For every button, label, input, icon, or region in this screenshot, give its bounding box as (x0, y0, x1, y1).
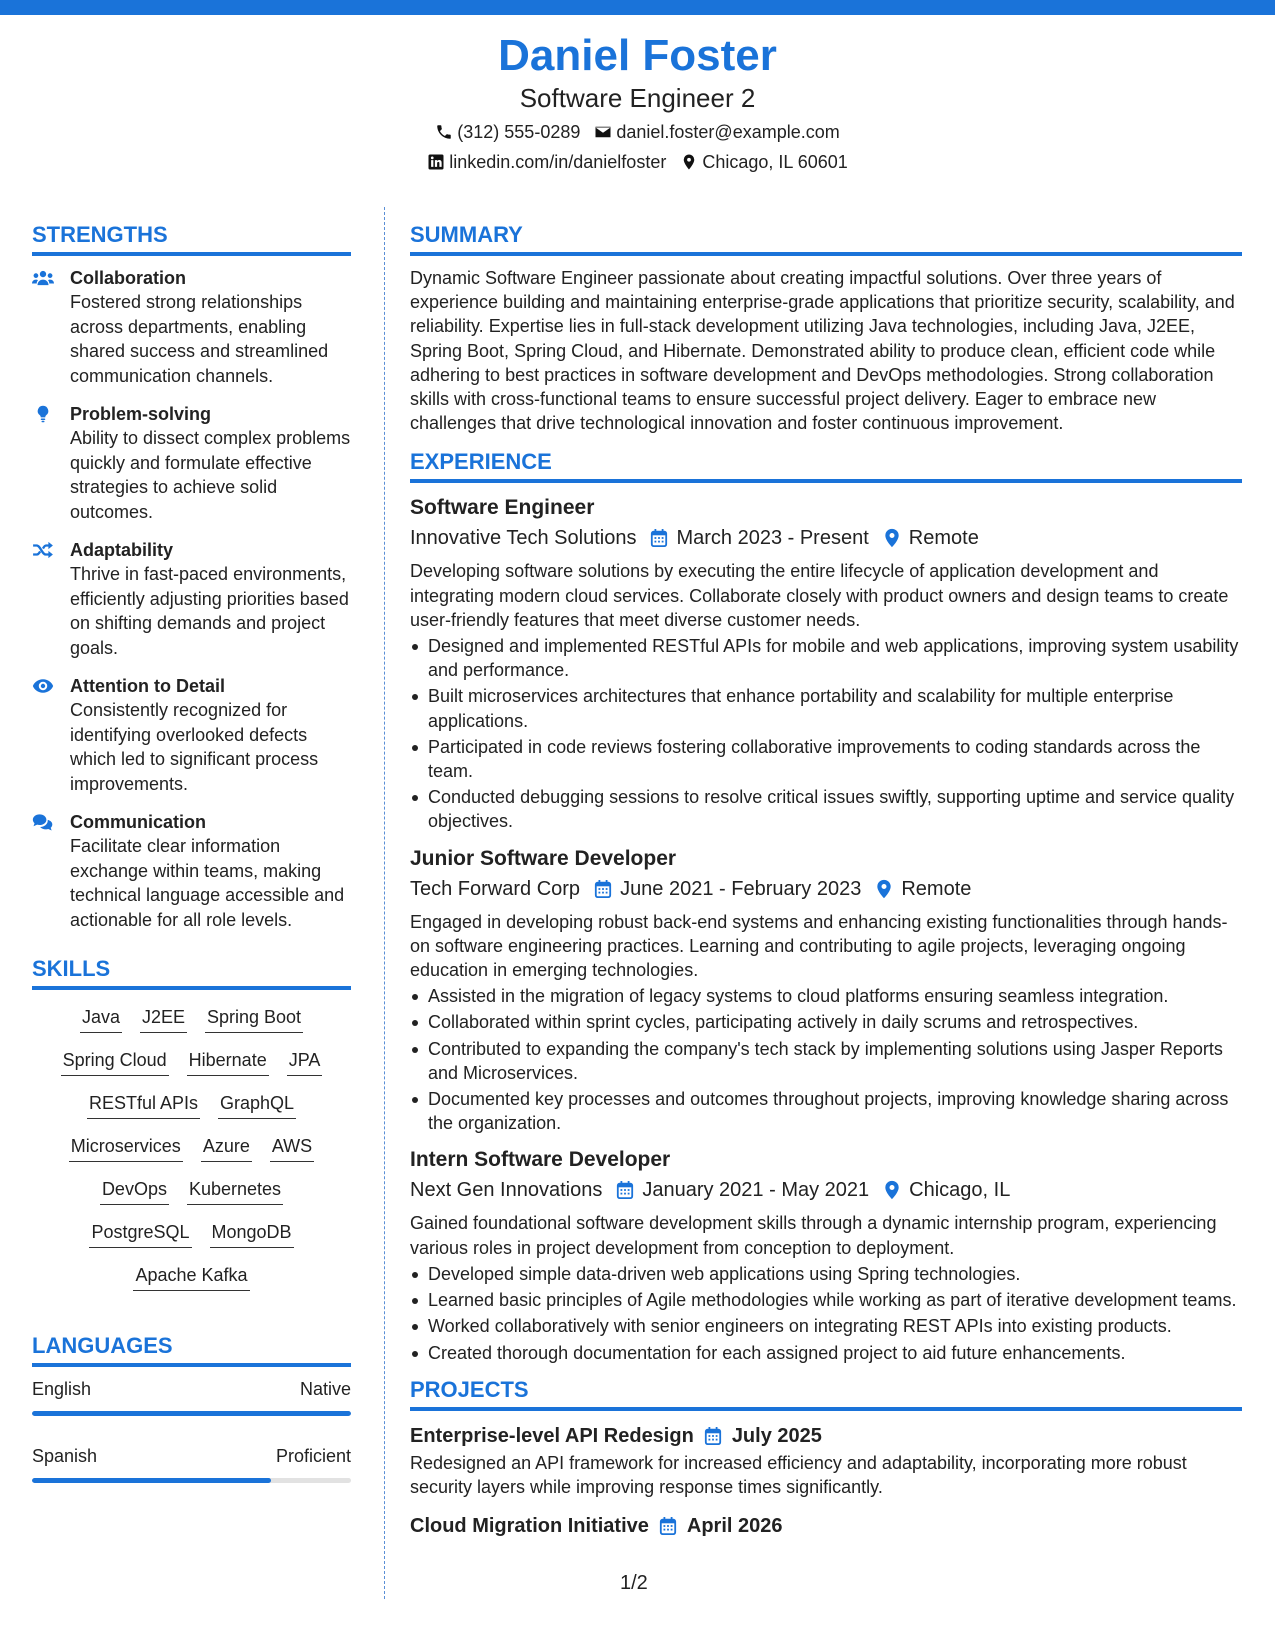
job-dates: June 2021 - February 2023 (620, 877, 862, 900)
skill-tag: Apache Kafka (133, 1262, 249, 1291)
job-entry (410, 844, 1242, 1136)
column-divider (384, 207, 385, 1599)
job-bullet: Assisted in the migration of legacy systems to cloud platforms ensuring seamless integration. (410, 984, 1242, 1008)
strength-item (32, 538, 351, 660)
map-pin-icon (680, 153, 698, 171)
lightbulb-icon (32, 405, 54, 423)
location-contact (680, 150, 847, 174)
strength-desc: Ability to dissect complex problems quickly and formulate effective strategies to achieve solid outcomes. (70, 428, 351, 522)
left-column (32, 220, 351, 1511)
strength-desc: Thrive in fast-paced environments, efficiently adjusting priorities based on shifting demands and project goals. (70, 564, 349, 658)
job-meta (410, 1175, 1242, 1205)
language-name: Spanish (32, 1446, 98, 1466)
envelope-icon (594, 123, 612, 141)
map-pin-icon (883, 1180, 901, 1200)
job-bullet: Designed and implemented RESTful APIs for mobile and web applications, improving system usability and performance. (410, 634, 1242, 682)
page-number: 1/2 (620, 1572, 648, 1594)
linkedin-text[interactable]: linkedin.com/in/danielfoster (449, 152, 667, 172)
strength-title: Adaptability (70, 540, 174, 560)
project-title: Cloud Migration Initiative (410, 1515, 649, 1538)
language-item (32, 1444, 351, 1483)
skill-tag: AWS (270, 1133, 314, 1162)
calendar-icon (650, 528, 668, 548)
job-bullet: Participated in code reviews fostering collaborative improvements to coding standards across the team. (410, 735, 1242, 783)
strength-title: Problem-solving (70, 404, 212, 424)
job-description: Engaged in developing robust back-end systems and enhancing existing functionalities through hands-on software engineering practices. Learning and contributing to agile projects, leveraging ongoing education in emerging technologies. (410, 911, 1228, 981)
project-entry (410, 1421, 1242, 1499)
skill-tag: Spring Cloud (61, 1047, 169, 1076)
strength-desc: Consistently recognized for identifying overlooked defects which led to significant process improvements. (70, 700, 319, 794)
skills-list (32, 1000, 351, 1301)
language-level: Proficient (275, 1446, 351, 1466)
location-text: Chicago, IL 60601 (702, 152, 848, 172)
job-location: Chicago, IL (909, 1179, 1011, 1202)
skill-tag: MongoDB (210, 1219, 294, 1248)
job-dates: January 2021 - May 2021 (642, 1179, 870, 1202)
eye-icon (32, 677, 54, 695)
language-level-fill (32, 1411, 351, 1416)
skill-tag: DevOps (100, 1176, 169, 1205)
language-level: Native (299, 1379, 351, 1399)
job-company: Tech Forward Corp (410, 877, 581, 900)
strength-item (32, 674, 351, 796)
phone-contact (435, 120, 580, 144)
strengths-heading: STRENGTHS (32, 220, 351, 256)
job-bullet: Worked collaboratively with senior engineers on integrating REST APIs into existing products. (410, 1314, 1242, 1338)
language-level-bar (32, 1411, 351, 1416)
resume-header (0, 30, 1275, 174)
job-bullets (410, 1262, 1242, 1365)
strength-title: Attention to Detail (70, 676, 225, 696)
job-dates: March 2023 - Present (676, 527, 869, 550)
contact-row-2 (0, 150, 1275, 174)
skill-tag: Microservices (69, 1133, 183, 1162)
project-entry (410, 1511, 1242, 1541)
summary-text: Dynamic Software Engineer passionate about creating impactful solutions. Over three years of experience building and maintaining enterprise-grade applications that prioritize security, scalability, and reliability. Expertise lies in full-stack development utilizing Java technologies, including Java, J2EE, Spring Boot, Spring Cloud, and Hibernate. Demonstrated ability to produce clean, efficient code while adhering to best practices in software development and DevOps methodologies. Strong collaboration skills with cross-functional teams to ensure successful project delivery. Eager to embrace new challenges that drive technological innovation and foster continuous improvement. (410, 268, 1235, 434)
job-description: Developing software solutions by executing the entire lifecycle of application development and integrating modern cloud services. Collaborate closely with product owners and design teams to create user-friendly features that meet diverse customer needs. (410, 561, 1229, 630)
comments-icon (32, 813, 54, 831)
job-bullet: Conducted debugging sessions to resolve critical issues swiftly, supporting uptime and service quality objectives. (410, 785, 1242, 833)
linkedin-icon (427, 153, 445, 171)
job-company: Next Gen Innovations (410, 1179, 603, 1202)
skill-tag: RESTful APIs (87, 1090, 200, 1119)
job-bullet: Documented key processes and outcomes throughout projects, improving knowledge sharing across the organization. (410, 1087, 1242, 1135)
language-name: English (32, 1379, 92, 1399)
projects-heading: PROJECTS (410, 1375, 1242, 1411)
email-contact[interactable] (594, 120, 839, 144)
skill-tag: GraphQL (218, 1090, 296, 1119)
map-pin-icon (883, 528, 901, 548)
users-icon (32, 269, 54, 287)
shuffle-icon (32, 541, 54, 559)
linkedin-contact[interactable] (427, 150, 666, 174)
strength-desc: Facilitate clear information exchange within teams, making technical language accessible and actionable for all role levels. (70, 836, 345, 930)
project-date: July 2025 (731, 1424, 822, 1447)
calendar-icon (704, 1426, 722, 1446)
job-description: Gained foundational software development skills through a dynamic internship program, experiencing various roles in project development from conception to deployment. (410, 1213, 1217, 1258)
job-bullets (410, 984, 1242, 1135)
skill-tag: J2EE (140, 1004, 187, 1033)
job-bullet: Contributed to expanding the company's tech stack by implementing solutions using Jasper Reports and Microservices. (410, 1037, 1242, 1085)
language-item (32, 1377, 351, 1416)
skill-tag: Java (80, 1004, 122, 1033)
candidate-name: Daniel Foster (498, 31, 777, 80)
project-title: Enterprise-level API Redesign (410, 1424, 694, 1447)
map-pin-icon (875, 879, 893, 899)
project-description: Redesigned an API framework for increased efficiency and adaptability, incorporating more robust security layers while improving response times significantly. (410, 1452, 1187, 1497)
strength-item (32, 266, 351, 388)
skill-tag: Hibernate (187, 1047, 269, 1076)
skill-tag: PostgreSQL (89, 1219, 191, 1248)
skill-tag: Spring Boot (205, 1004, 303, 1033)
calendar-icon (594, 879, 612, 899)
experience-heading: EXPERIENCE (410, 447, 1242, 483)
strength-title: Collaboration (70, 268, 186, 288)
right-column (410, 220, 1242, 1541)
job-title: Software Engineer (410, 496, 595, 520)
language-level-bar (32, 1478, 351, 1483)
project-title-row (410, 1511, 1242, 1541)
top-accent-bar (0, 0, 1275, 15)
skill-tag: Kubernetes (187, 1176, 283, 1205)
job-bullet: Built microservices architectures that enhance portability and scalability for multiple enterprise applications. (410, 684, 1242, 732)
job-bullet: Collaborated within sprint cycles, participating actively in daily scrums and retrospectives. (410, 1010, 1242, 1034)
job-bullet: Created thorough documentation for each assigned project to aid future enhancements. (410, 1341, 1242, 1365)
skill-tag: Azure (201, 1133, 252, 1162)
strength-desc: Fostered strong relationships across departments, enabling shared success and streamlined communication channels. (70, 292, 329, 386)
job-bullet: Learned basic principles of Agile methodologies while working as part of iterative development teams. (410, 1288, 1242, 1312)
project-date: April 2026 (686, 1515, 783, 1538)
job-location: Remote (901, 877, 972, 900)
job-bullet: Developed simple data-driven web applications using Spring technologies. (410, 1262, 1242, 1286)
job-title: Intern Software Developer (410, 1148, 671, 1172)
languages-heading: LANGUAGES (32, 1331, 351, 1367)
strength-item (32, 810, 351, 932)
contact-row-1 (0, 120, 1275, 144)
strength-item (32, 402, 351, 524)
skills-heading: SKILLS (32, 954, 351, 990)
job-bullets (410, 634, 1242, 834)
language-level-fill (32, 1478, 271, 1483)
skill-tag: JPA (287, 1047, 323, 1076)
job-entry (410, 1145, 1242, 1364)
job-meta (410, 874, 1242, 904)
strength-title: Communication (70, 812, 207, 832)
job-entry (410, 493, 1242, 833)
job-meta (410, 523, 1242, 553)
calendar-icon (659, 1516, 677, 1536)
email-text[interactable]: daniel.foster@example.com (616, 122, 840, 142)
phone-text: (312) 555-0289 (457, 122, 581, 142)
project-title-row (410, 1421, 1242, 1451)
job-title: Junior Software Developer (410, 846, 677, 870)
candidate-role: Software Engineer 2 (519, 83, 756, 113)
calendar-icon (616, 1180, 634, 1200)
job-location: Remote (908, 527, 979, 550)
summary-heading: SUMMARY (410, 220, 1242, 256)
phone-icon (435, 123, 453, 141)
job-company: Innovative Tech Solutions (410, 527, 637, 550)
